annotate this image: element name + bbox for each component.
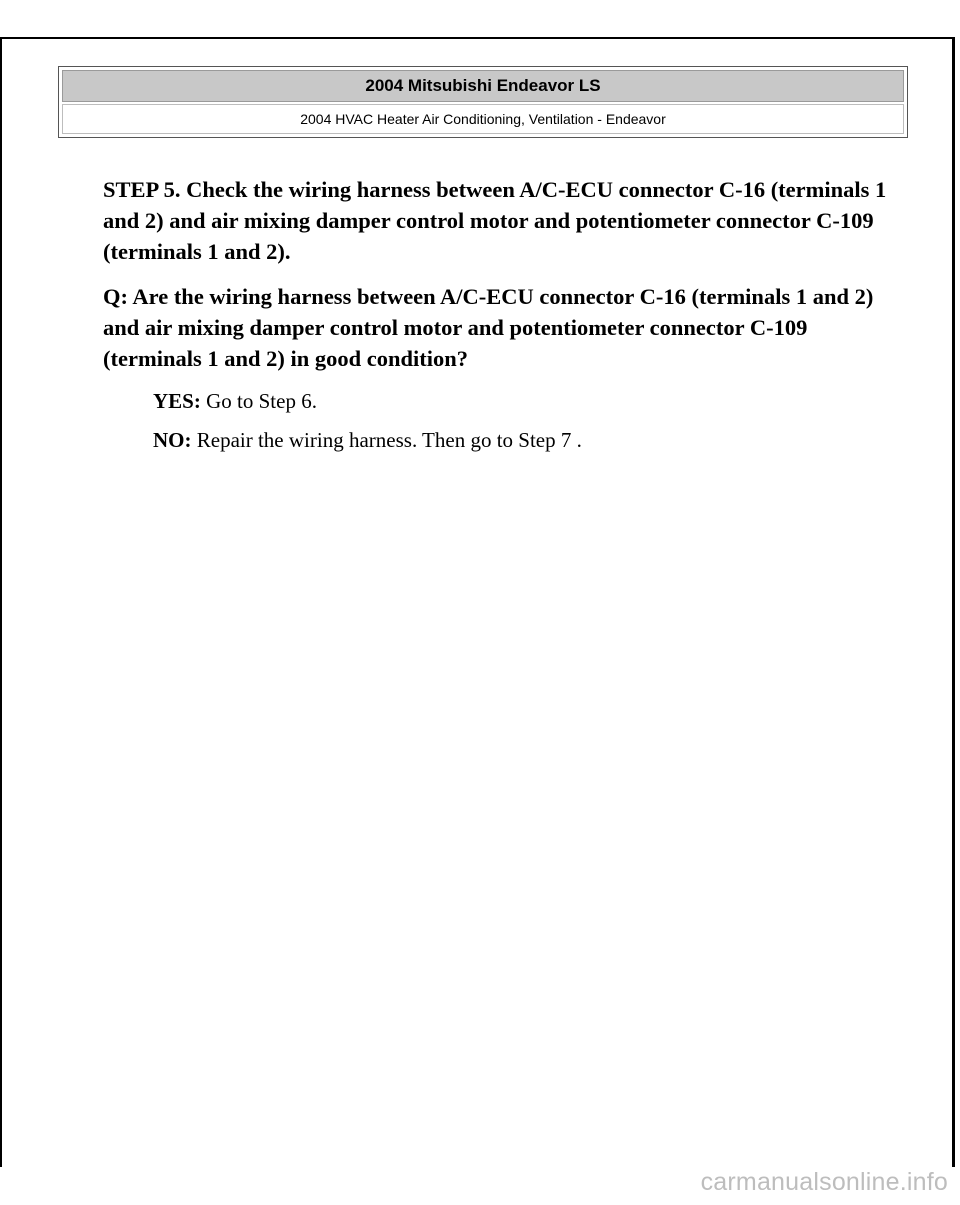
header-subtitle: 2004 HVAC Heater Air Conditioning, Ventilation - Endeavor (62, 104, 904, 134)
no-text: Repair the wiring harness. Then go to Step 7 . (191, 428, 582, 452)
site-watermark: carmanualsonline.info (700, 1168, 948, 1196)
step-heading: STEP 5. Check the wiring harness between A/C-ECU connector C-16 (terminals 1 and 2) and air mixing damper control motor and potentiometer connector C-109 (terminals 1 and 2). (103, 177, 887, 264)
answer-no (153, 426, 582, 454)
question-text: Q: Are the wiring harness between A/C-ECU connector C-16 (terminals 1 and 2) and air mixing damper control motor and potentiometer connector C-109 (terminals 1 and 2) in good condition? (103, 284, 874, 371)
header-title: 2004 Mitsubishi Endeavor LS (62, 70, 904, 102)
yes-label: YES: (153, 389, 201, 413)
document-header (58, 66, 908, 138)
yes-text: Go to Step 6. (200, 389, 317, 413)
no-label: NO: (153, 428, 192, 452)
answer-yes (153, 387, 317, 415)
